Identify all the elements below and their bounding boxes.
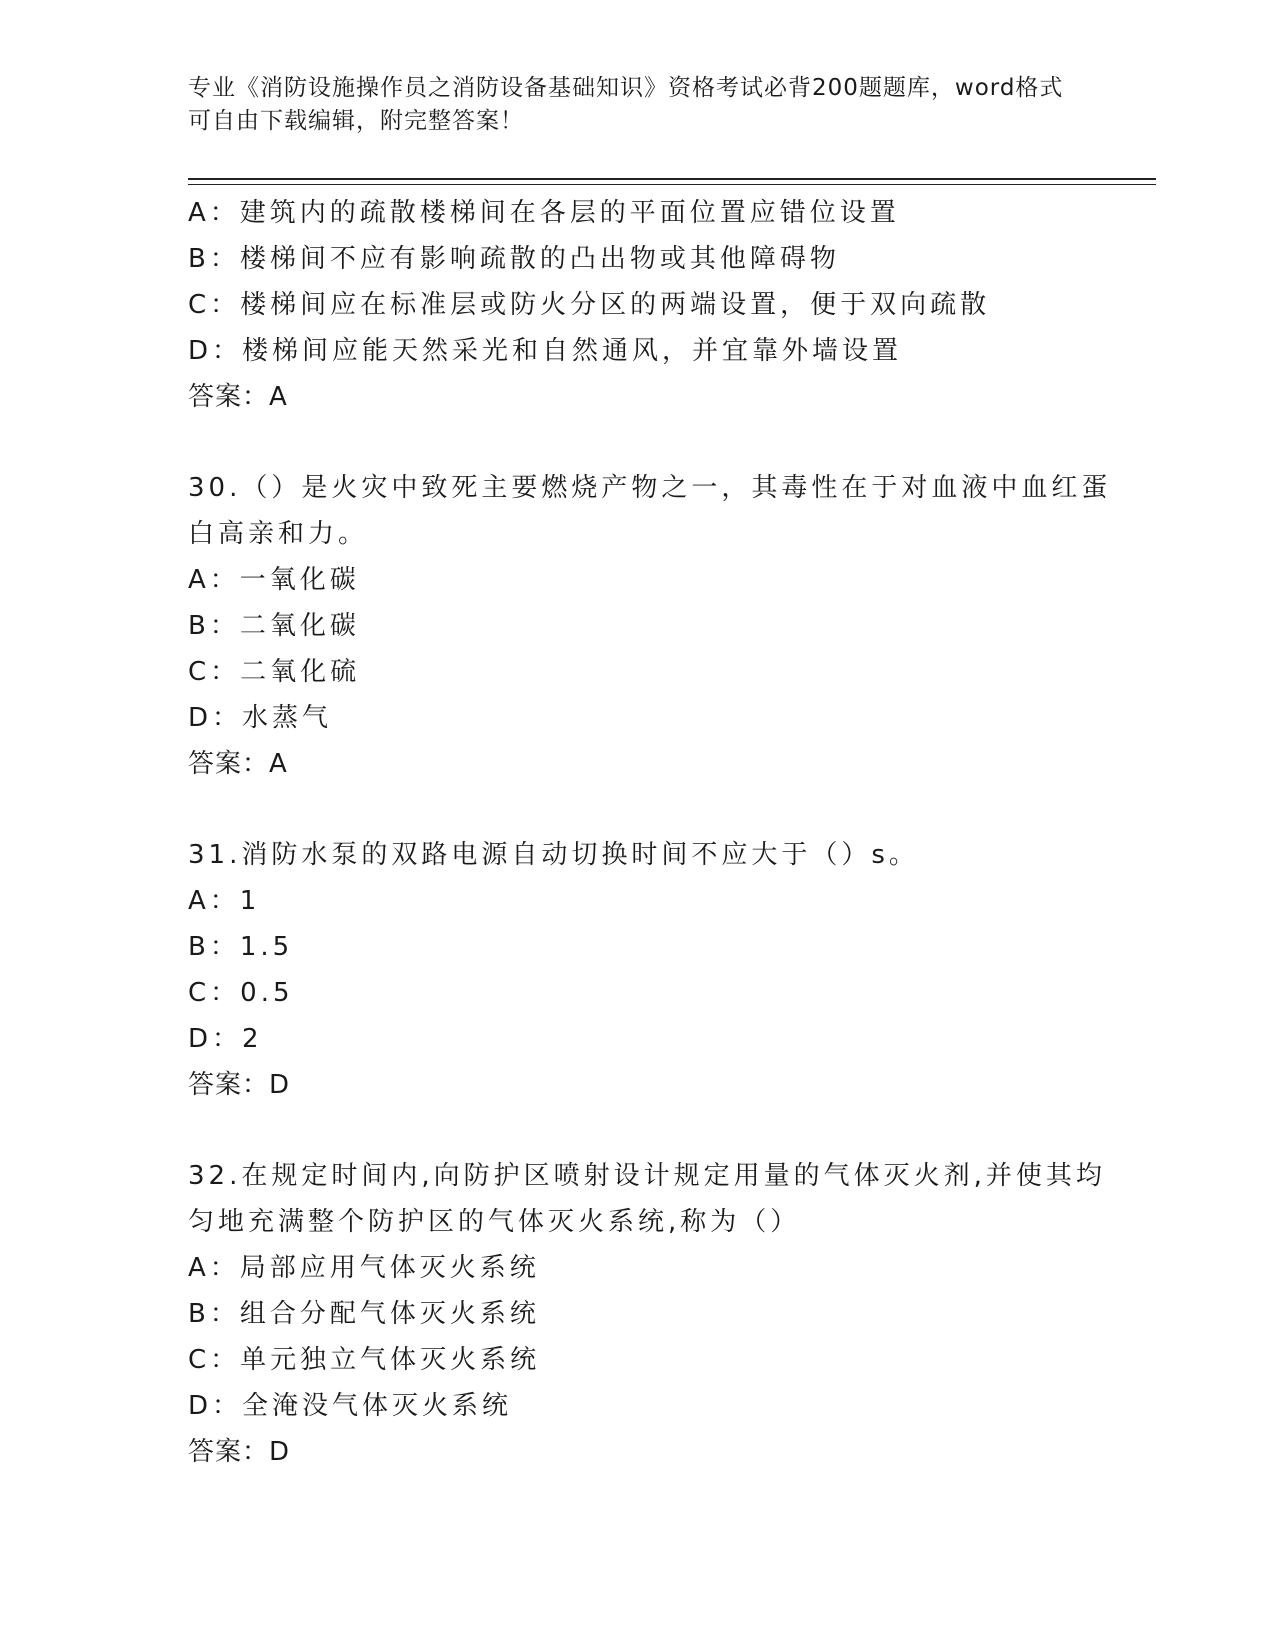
question-30: [188, 465, 1112, 787]
answer: 答案：A: [188, 749, 288, 779]
option-a: A：一氧化碳: [188, 565, 360, 595]
question-text-line-2: 匀地充满整个防护区的气体灭火系统,称为（）: [188, 1207, 801, 1237]
question-31: [188, 832, 1088, 1108]
option-a: A：建筑内的疏散楼梯间在各层的平面位置应错位设置: [188, 198, 900, 228]
option-c: C：0.5: [188, 978, 294, 1008]
document-header: 专业《消防设施操作员之消防设备基础知识》资格考试必背200题题库，word格式可自由下载编辑，附完整答案！: [188, 75, 1064, 134]
option-d: D：楼梯间应能天然采光和自然通风，并宜靠外墙设置: [188, 336, 903, 366]
option-a: A：局部应用气体灭火系统: [188, 1253, 540, 1283]
option-b: B：楼梯间不应有影响疏散的凸出物或其他障碍物: [188, 244, 840, 274]
option-b: B：二氧化碳: [188, 611, 360, 641]
option-d: D：全淹没气体灭火系统: [188, 1391, 513, 1421]
header-divider-thick: [188, 178, 1156, 180]
option-b: B：组合分配气体灭火系统: [188, 1299, 540, 1329]
question-text-line-1: 32.在规定时间内,向防护区喷射设计规定用量的气体灭火剂,并使其均: [188, 1161, 1106, 1191]
option-c: C：楼梯间应在标准层或防火分区的两端设置，便于双向疏散: [188, 290, 991, 320]
question-text-line-2: 白高亲和力。: [188, 519, 369, 549]
question-29: [188, 190, 1088, 420]
question-32: [188, 1153, 1106, 1475]
option-d: D：水蒸气: [188, 703, 333, 733]
option-a: A：1: [188, 886, 261, 916]
question-text-line-1: 31.消防水泵的双路电源自动切换时间不应大于（）s。: [188, 840, 919, 870]
question-list: [188, 190, 1112, 1475]
answer: 答案：D: [188, 1070, 291, 1100]
option-d: D：2: [188, 1024, 263, 1054]
option-c: C：二氧化硫: [188, 657, 361, 687]
option-c: C：单元独立气体灭火系统: [188, 1345, 541, 1375]
option-b: B：1.5: [188, 932, 294, 962]
answer: 答案：D: [188, 1437, 291, 1467]
question-text-line-1: 30.（）是火灾中致死主要燃烧产物之一，其毒性在于对血液中血红蛋: [188, 473, 1112, 503]
answer: 答案：A: [188, 382, 288, 412]
header-divider-thin: [188, 184, 1156, 185]
